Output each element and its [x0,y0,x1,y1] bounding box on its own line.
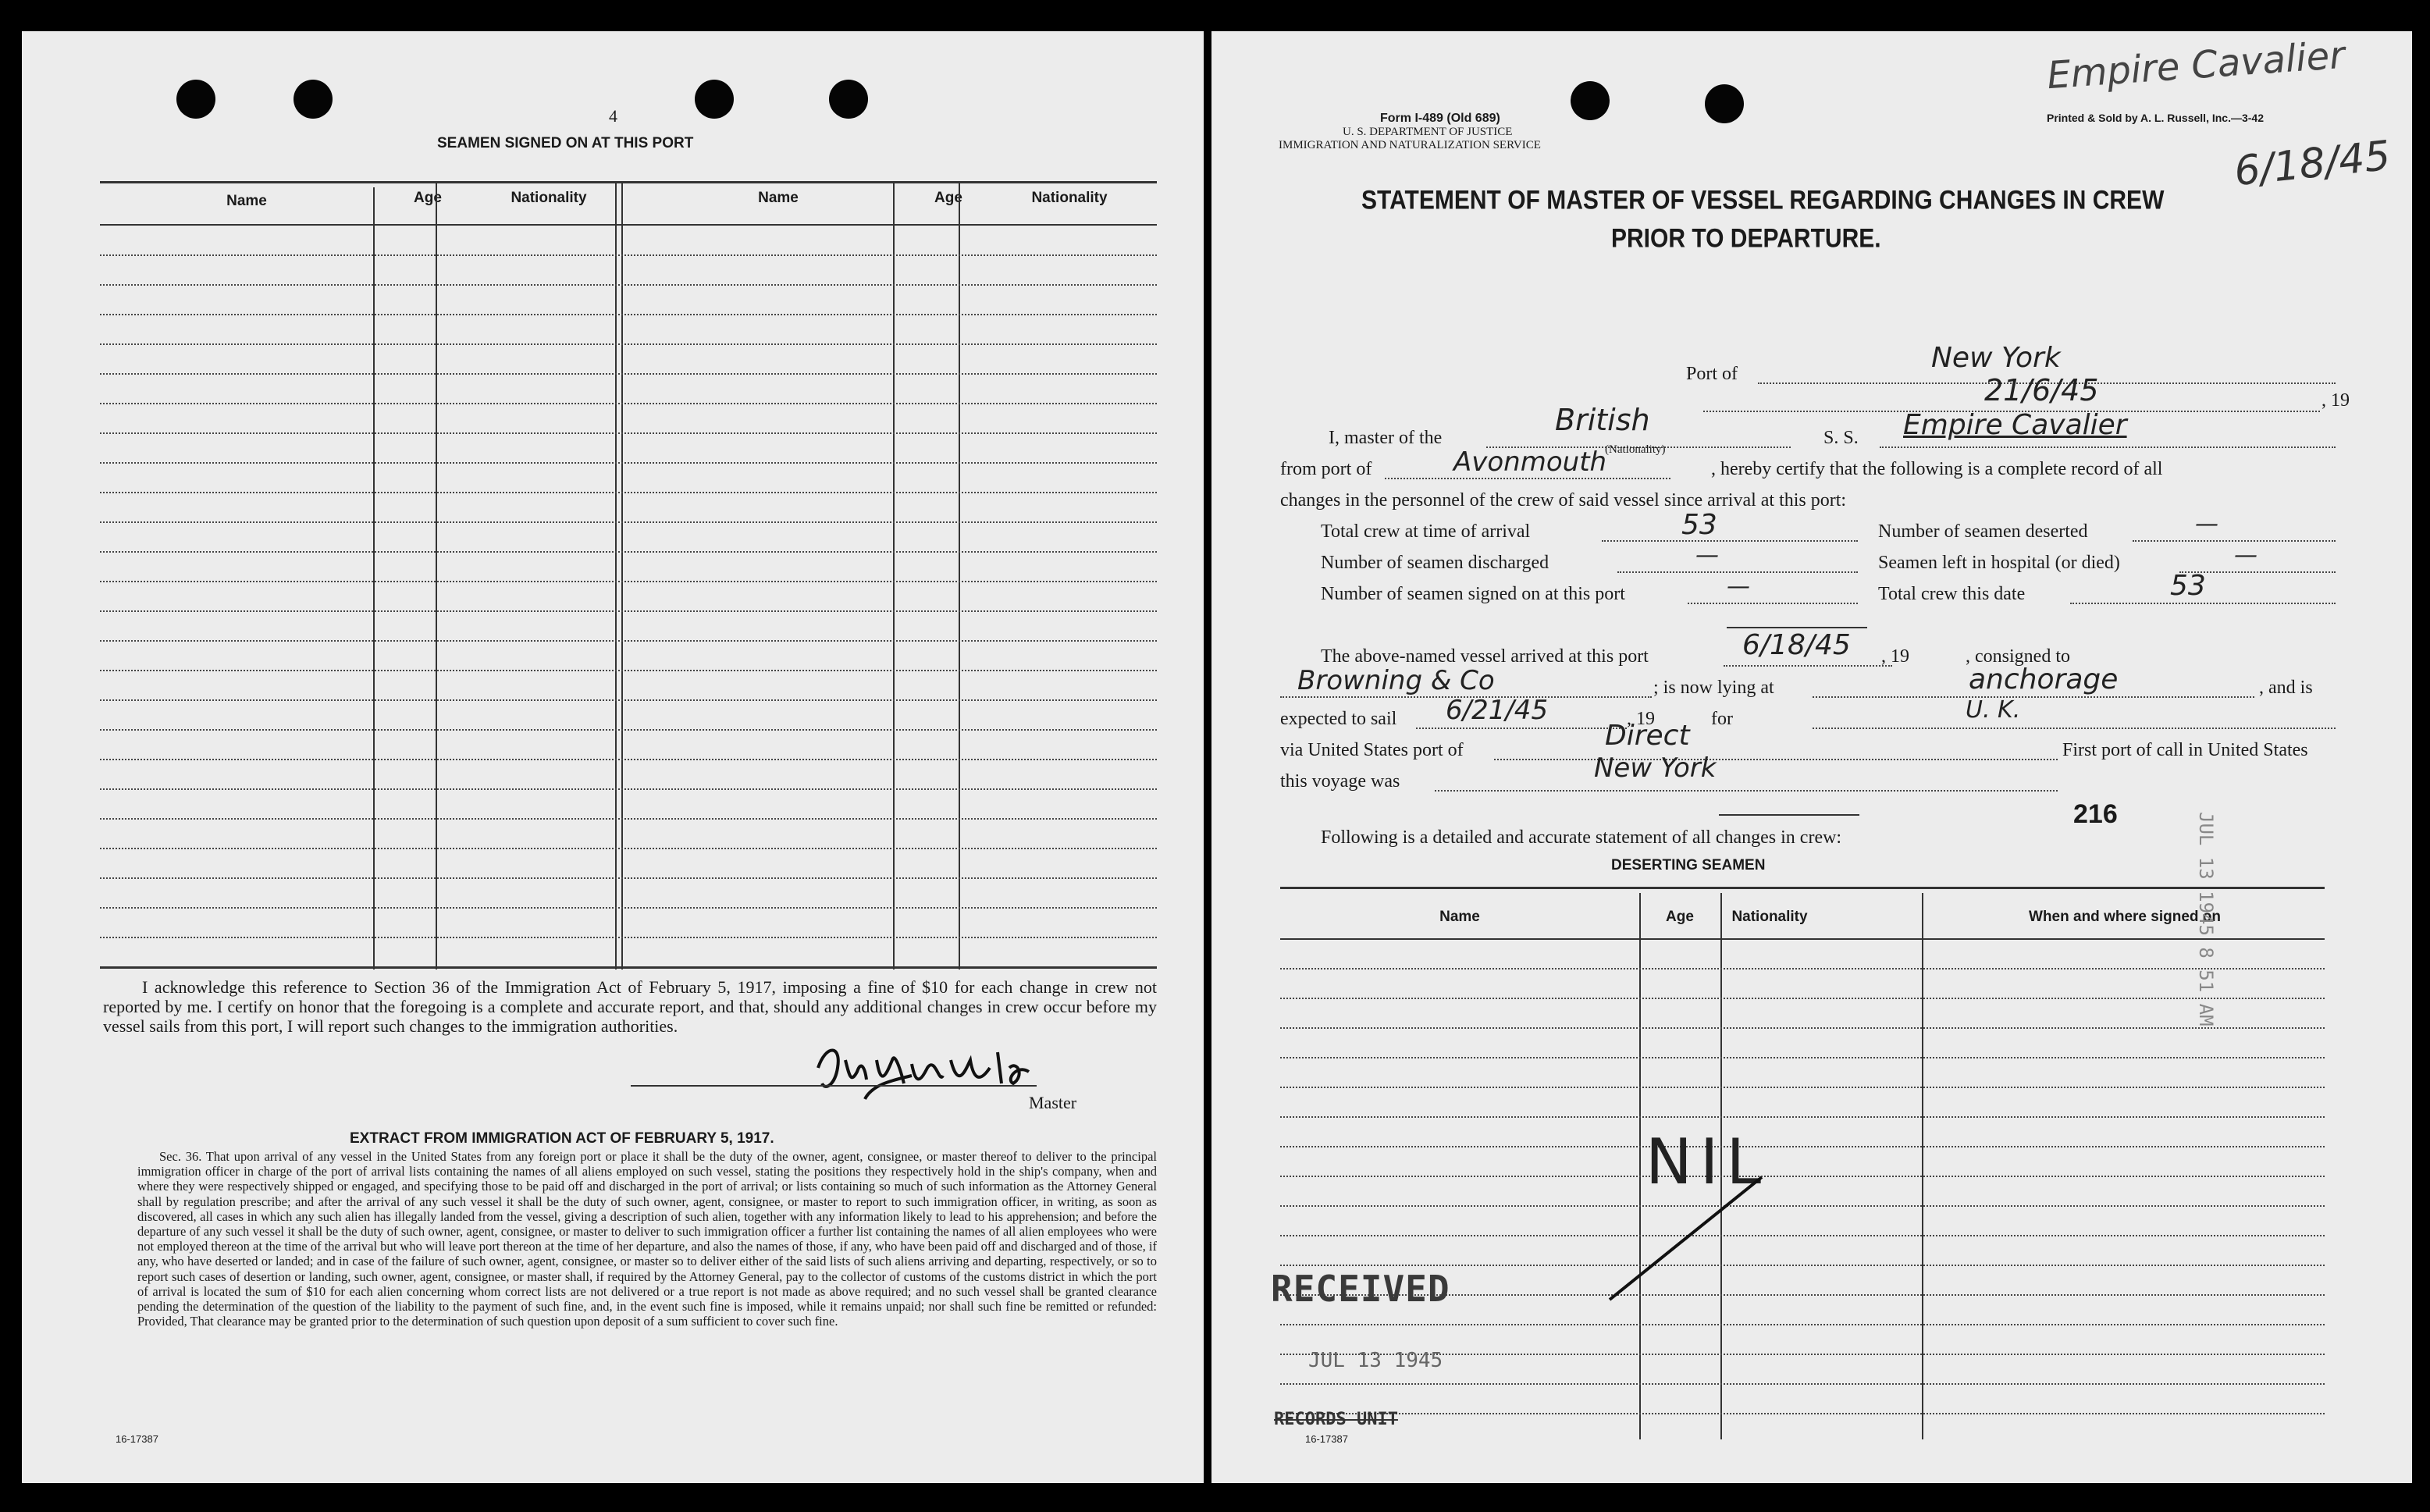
certify-text: , hereby certify that the following is a complete record of all [1711,459,2163,479]
received-stamp: RECEIVED [1271,1268,1450,1310]
table-row [1280,1235,2325,1236]
col-header-age-2: Age [934,190,962,206]
nationality-caption: (Nationality) [1605,443,1666,456]
via-value: Direct [1605,720,1690,752]
deserting-title: DESERTING SEAMEN [1611,857,1766,873]
col-header-name: Name [1439,909,1480,925]
table-row [100,403,1157,404]
arrived-value: 6/18/45 [1742,629,1851,661]
table-row [1280,1324,2325,1325]
left-form-code: 16-17387 [116,1433,158,1445]
table-row [100,432,1157,434]
table-row [100,373,1157,375]
port-value: New York [1931,342,2061,374]
table-row [100,343,1157,345]
changes-text: changes in the personnel of the crew of said vessel since arrival at this port: [1280,490,1847,511]
seamen-discharged-label: Number of seamen discharged [1321,553,1549,573]
stamp-number: 216 [2073,799,2118,829]
received-date: JUL 13 1945 [1308,1349,1443,1372]
table-row [1280,998,2325,999]
first-port-label: First port of call in United States [2062,740,2308,760]
table-row [100,462,1157,464]
master-of-label: I, master of the [1329,428,1443,448]
records-unit: RECORDS UNIT [1274,1410,1398,1429]
extract-text: Sec. 36. That upon arrival of any vessel in the United States from any foreign port or place it shall be the duty of the owner, agent, consignee, or master thereof to deliver to the principal immigration officer in charge of the port of arrival lists containing the names of all aliens employed on such vessel, stating the positions they respectively hold in the ship's company, when and where they were respectively shipped or engaged, and specifying those to be paid off and discharged in the port of arrival; or lists containing so much of such information as the Attorney General shall by regulation prescribe; and after the arrival of any such vessel it shall be the duty of such owner, agent, consignee, or master to report to such immigration officer, in writing, as soon as discovered, all cases in which any such alien has illegally landed from the vessel, giving a description of such alien, together with any information likely to lead to his apprehension; and before the departure of any such vessel it shall be the duty of such owner, agent, consignee, or master to deliver to such immigration officer a further list containing the names of all alien employees who were not employed thereon at the time of the arrival but who will leave port thereon at the time of her departure, and also the names of those, if any, who have been paid off and discharged and of those, if any, who have deserted or landed; and in case of the failure of such owner, agent, consignee, or master so to deliver either of the said lists of such aliens arriving and departing, respectively, or so to report such cases of desertion or landing, such owner, agent, consignee, or master shall, if required by the Attorney General, pay to the collector of customs of the customs district in which the port of arrival is located the sum of $10 for each alien concerning whom correct lists are not delivered or a true report is not made as above required; and no such vessel shall be granted clearance pending the determination of the question of the liability to the payment of such fine, and, in the event such fine is imposed, while it remains unpaid; nor shall such fine be remitted or refunded: Provided, That clearance may be granted prior to the determination of such question upon deposit of a sum sufficient to cover such fine. [137,1149,1157,1329]
total-crew-date-value: 53 [2170,570,2206,602]
seamen-hospital-value: — [2234,542,2257,569]
right-page [1211,31,2412,1483]
table-row [100,254,1157,256]
acknowledgement-text: I acknowledge this reference to Section 36 of the Immigration Act of February 5, 1917, imposing a fine of $10 for each change in crew not reported by me. I certify on honor that the foregoing is a complete and accurate report, and that, should any additional changes in crew occur before my vessel sails from this port, I will report such changes to the immigration authorities. [103,977,1157,1036]
ss-value: Empire Cavalier [1903,409,2127,441]
seamen-deserted-label: Number of seamen deserted [1878,521,2088,542]
col-header-age: Age [414,190,442,206]
col-header-nationality: Nationality [511,190,587,206]
table-row [100,699,1157,701]
table-row [1280,1383,2325,1385]
table-row [1280,1087,2325,1088]
lying-label: ; is now lying at [1653,678,1774,698]
lying-value: anchorage [1969,664,2119,696]
seamen-signed-title: SEAMEN SIGNED ON AT THIS PORT [437,135,694,151]
consignee-value: Browning & Co [1297,665,1495,696]
table-row [100,492,1157,493]
from-port-label: from port of [1280,459,1372,479]
right-form-code: 16-17387 [1305,1433,1348,1445]
department: U. S. DEPARTMENT OF JUSTICE [1343,126,1513,138]
col-header-nationality-2: Nationality [1031,190,1108,206]
table-row [100,640,1157,642]
extract-title: EXTRACT FROM IMMIGRATION ACT OF FEBRUARY 5, 1917. [350,1130,774,1147]
table-row [100,877,1157,879]
strike-line [1602,1171,1774,1311]
table-row [100,314,1157,315]
seamen-deserted-value: — [2195,511,2218,538]
total-crew-date-label: Total crew this date [1878,584,2026,604]
table-row [100,284,1157,286]
master-signature [802,1037,1130,1122]
punch-hole [1571,81,1610,120]
annotation-vessel: Empire Cavalier [2045,33,2346,98]
col-header-when-where: When and where signed on [2029,909,2221,925]
voyage-value: New York [1594,752,1717,784]
nationality-value: British [1555,403,1650,437]
table-row [1280,1205,2325,1207]
seamen-signed-label: Number of seamen signed on at this port [1321,584,1625,604]
statement-subtitle: PRIOR TO DEPARTURE. [1611,223,1881,254]
table-row [1280,1265,2325,1266]
for-value: U. K. [1966,696,2021,724]
date-value: 21/6/45 [1984,373,2099,407]
table-row [100,759,1157,760]
form-number: Form I-489 (Old 689) [1380,112,1500,125]
consigned-label: , 19 , consigned to [1881,646,2070,667]
table-row [1280,968,2325,969]
vertical-stamp: JUL 13 1945 8 51 AM [2195,812,2217,1026]
table-row [100,551,1157,553]
col-header-nationality: Nationality [1731,909,1808,925]
statement-title: STATEMENT OF MASTER OF VESSEL REGARDING CHANGES IN CREW [1361,185,2165,215]
voyage-label: this voyage was [1280,771,1400,792]
punch-hole [294,80,333,119]
punch-hole [176,80,215,119]
seamen-signed-value: — [1727,573,1750,600]
table-row [1280,1116,2325,1118]
expected-value: 6/21/45 [1446,695,1549,726]
table-row [100,848,1157,849]
table-row [100,937,1157,938]
col-header-age: Age [1666,909,1694,925]
col-header-name-2: Name [758,190,799,206]
punch-hole [695,80,734,119]
total-crew-arrival-label: Total crew at time of arrival [1321,521,1531,542]
table-row [100,581,1157,582]
table-row [100,729,1157,731]
punch-hole [1705,84,1744,123]
master-label: Master [1029,1093,1077,1112]
port-label: Port of [1686,364,1738,384]
total-crew-arrival-value: 53 [1681,509,1717,541]
and-is: , and is [2259,678,2313,698]
table-row [1280,1057,2325,1058]
annotation-date: 6/18/45 [2232,132,2393,196]
table-row [100,670,1157,671]
service: IMMIGRATION AND NATURALIZATION SERVICE [1279,139,1541,151]
expected-label: expected to sail [1280,709,1397,729]
ss-label: S. S. [1823,428,1859,448]
left-page [22,31,1204,1483]
table-row [1280,1176,2325,1177]
table-row [100,521,1157,523]
punch-hole [829,80,868,119]
table-row [1280,1413,2325,1414]
table-row [100,788,1157,790]
from-port-value: Avonmouth [1453,446,1607,478]
seamen-hospital-label: Seamen left in hospital (or died) [1878,553,2120,573]
table-row [1280,1146,2325,1147]
table-row [1280,1027,2325,1029]
arrived-label: The above-named vessel arrived at this port [1321,646,1649,667]
year-suffix: , 19 [2321,390,2350,411]
following-text: Following is a detailed and accurate statement of all changes in crew: [1321,827,1842,848]
via-label: via United States port of [1280,740,1464,760]
table-row [100,818,1157,820]
page-number: 4 [609,106,617,126]
table-row [100,907,1157,909]
nil-mark: NIL [1645,1126,1770,1198]
table-row [100,610,1157,612]
for-label: , 19 for [1627,709,1733,729]
printer-credit: Printed & Sold by A. L. Russell, Inc.—3-42 [2047,112,2264,124]
seamen-discharged-value: — [1695,542,1719,569]
col-header-name: Name [226,193,267,209]
